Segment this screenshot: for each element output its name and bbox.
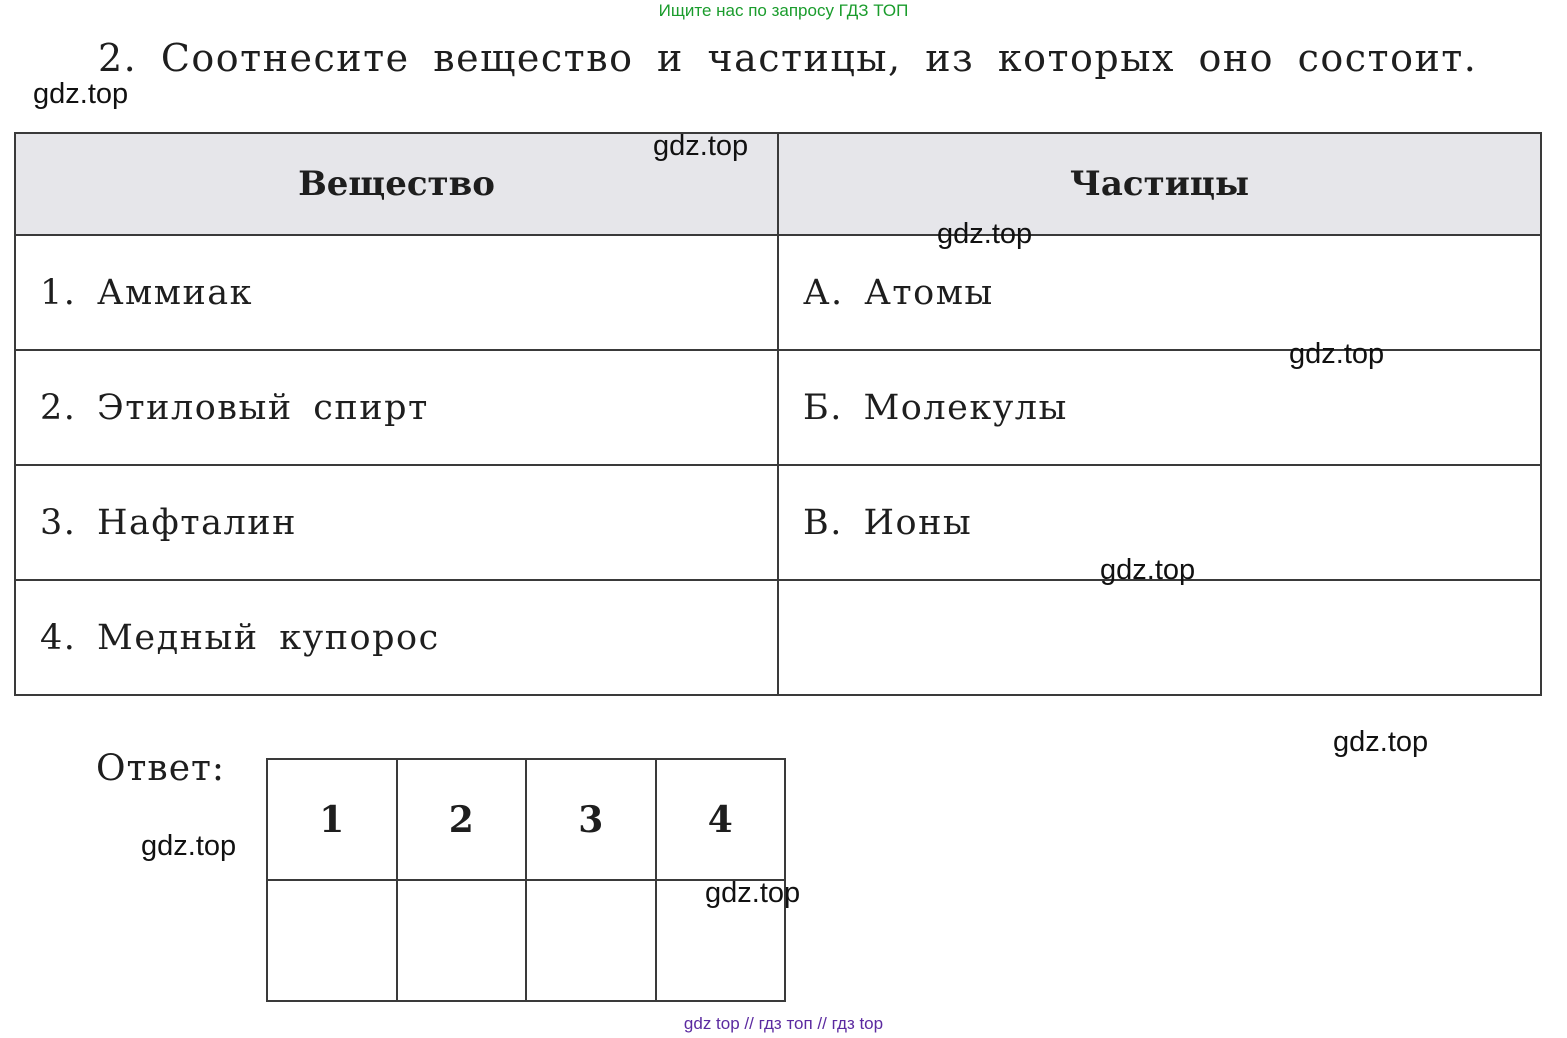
substance-cell: 2. Этиловый спирт (15, 350, 778, 465)
task-title: 2. Соотнесите вещество и частицы, из которых оно состоит. (98, 36, 1478, 80)
watermark: gdz.top (705, 877, 801, 909)
header-particles: Частицы (778, 133, 1541, 235)
watermark: gdz.top (653, 130, 749, 162)
particle-cell: Б. Молекулы (778, 350, 1541, 465)
answer-column-number: 4 (656, 759, 786, 880)
watermark: gdz.top (1289, 338, 1385, 370)
table-header-row (15, 133, 1541, 235)
answer-input-cell[interactable] (267, 880, 397, 1001)
top-banner: Ищите нас по запросу ГДЗ ТОП (658, 1, 909, 20)
watermark: gdz.top (141, 830, 237, 862)
watermark: gdz.top (1100, 554, 1196, 586)
watermark: gdz.top (33, 78, 129, 110)
bottom-banner: gdz top // гдз топ // гдз top (683, 1014, 884, 1033)
table-row (15, 465, 1541, 580)
particle-cell (778, 580, 1541, 695)
table-row (15, 235, 1541, 350)
substance-cell: 3. Нафталин (15, 465, 778, 580)
answer-input-cell[interactable] (397, 880, 527, 1001)
header-substance: Вещество (15, 133, 778, 235)
watermark: gdz.top (1333, 726, 1429, 758)
watermark: gdz.top (937, 218, 1033, 250)
matching-table (14, 132, 1542, 696)
table-row (15, 580, 1541, 695)
substance-cell: 4. Медный купорос (15, 580, 778, 695)
answer-header-row (267, 759, 785, 880)
particle-cell: А. Атомы (778, 235, 1541, 350)
answer-column-number: 2 (397, 759, 527, 880)
particle-cell: В. Ионы (778, 465, 1541, 580)
substance-cell: 1. Аммиак (15, 235, 778, 350)
answer-input-cell[interactable] (526, 880, 656, 1001)
answer-label: Ответ: (96, 748, 226, 789)
answer-column-number: 1 (267, 759, 397, 880)
answer-column-number: 3 (526, 759, 656, 880)
